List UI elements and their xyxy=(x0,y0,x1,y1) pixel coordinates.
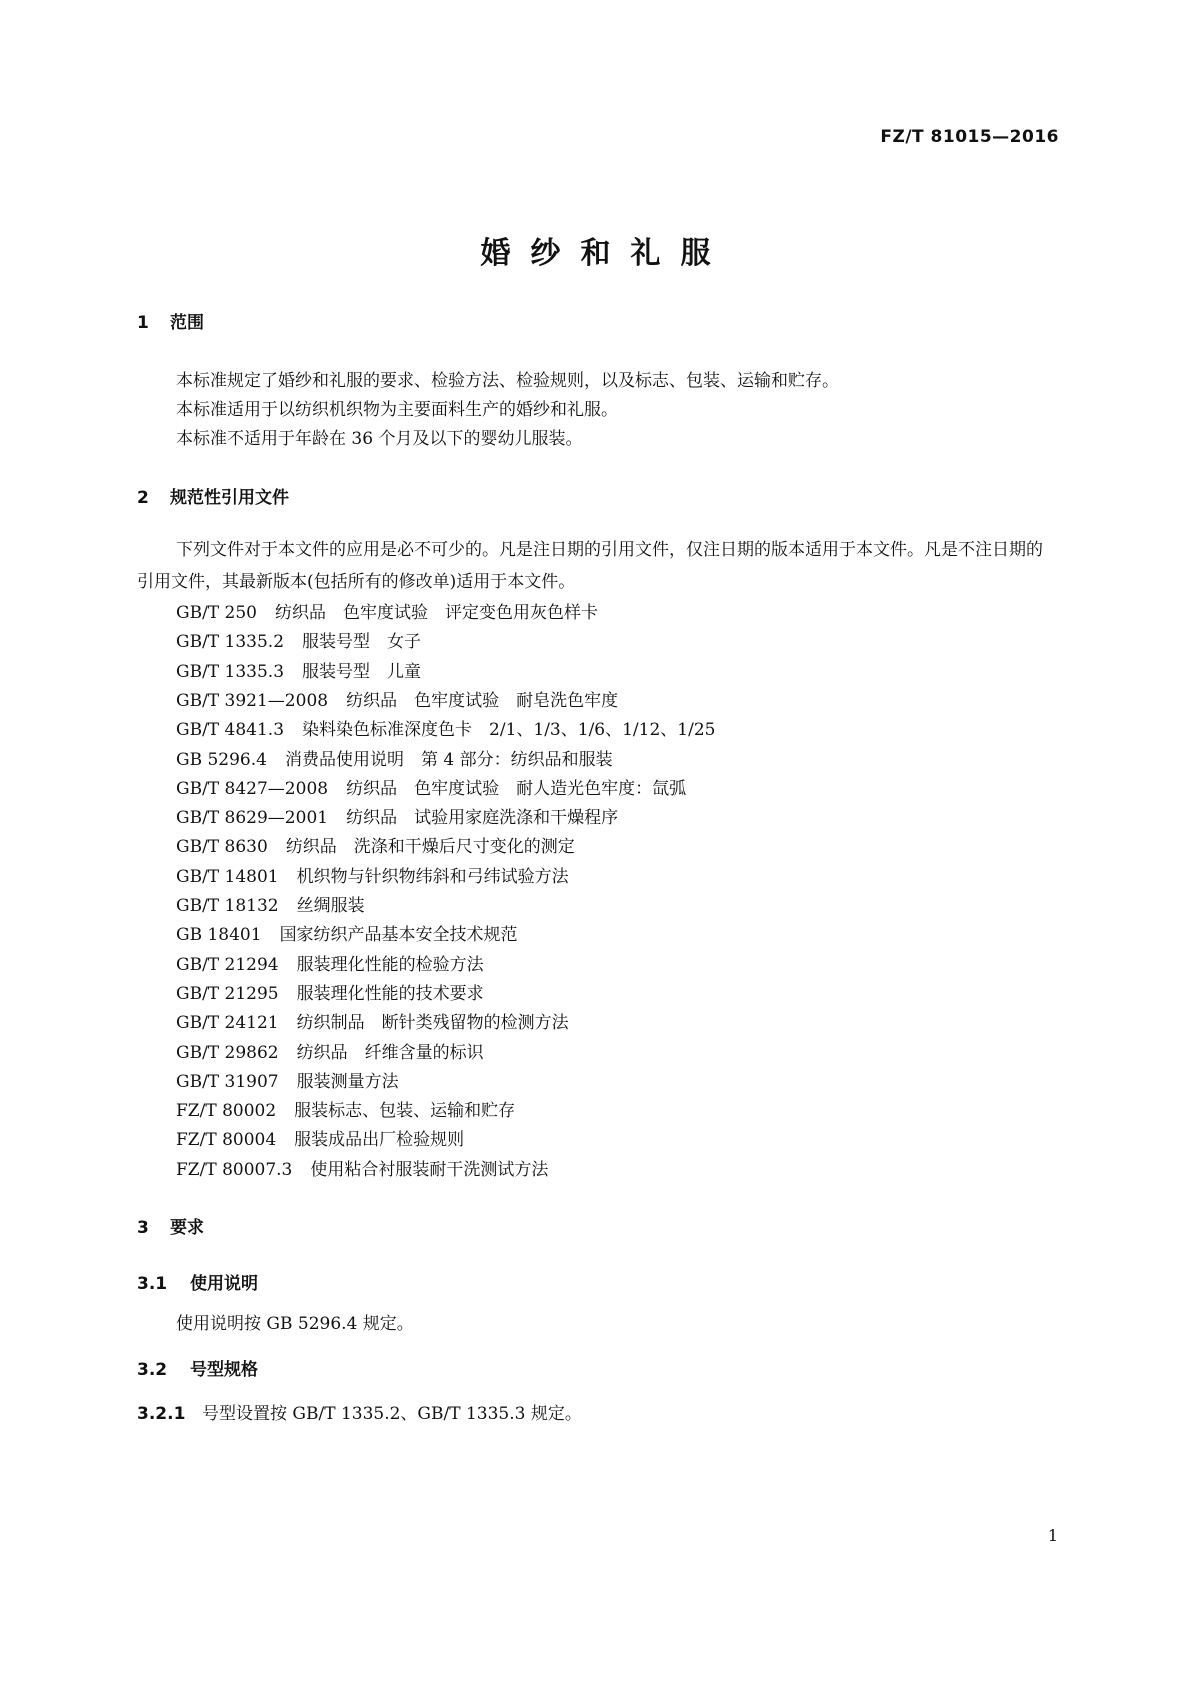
reference-item xyxy=(176,715,715,740)
reference-title: 服装测量方法 xyxy=(296,1072,399,1092)
reference-title: 服装理化性能的技术要求 xyxy=(296,984,484,1004)
reference-code: GB/T 31907 xyxy=(176,1072,279,1092)
reference-item xyxy=(176,979,484,1004)
reference-item xyxy=(176,1155,548,1180)
scope-paragraph-1: 本标准规定了婚纱和礼服的要求、检验方法、检验规则，以及标志、包装、运输和贮存。 xyxy=(176,371,839,391)
reference-title: 服装号型 女子 xyxy=(302,632,422,652)
reference-code: GB/T 4841.3 xyxy=(176,720,285,740)
reference-item xyxy=(176,1038,484,1063)
reference-code: GB/T 1335.3 xyxy=(176,662,285,682)
section-title: 范围 xyxy=(170,313,204,333)
reference-code: GB/T 24121 xyxy=(176,1013,279,1033)
reference-title: 纺织品 试验用家庭洗涤和干燥程序 xyxy=(346,808,619,828)
reference-item xyxy=(176,657,421,682)
section-number: 3.1 xyxy=(137,1274,168,1294)
reference-item xyxy=(176,627,421,652)
page-number: 1 xyxy=(1047,1526,1058,1545)
reference-code: GB/T 29862 xyxy=(176,1043,279,1063)
reference-title: 国家纺织产品基本安全技术规范 xyxy=(279,925,518,945)
section-title: 使用说明 xyxy=(190,1274,258,1294)
reference-title: 纺织品 色牢度试验 耐皂洗色牢度 xyxy=(346,691,619,711)
usage-instructions-text: 使用说明按 GB 5296.4 规定。 xyxy=(176,1314,414,1334)
reference-code: FZ/T 80007.3 xyxy=(176,1160,293,1180)
reference-code: GB/T 8427—2008 xyxy=(176,779,329,799)
reference-title: 纺织品 洗涤和干燥后尺寸变化的测定 xyxy=(285,837,575,857)
reference-item xyxy=(176,1008,569,1033)
section-number: 1 xyxy=(137,313,149,333)
reference-code: GB/T 8629—2001 xyxy=(176,808,329,828)
reference-item xyxy=(176,745,613,770)
reference-title: 纺织品 色牢度试验 耐人造光色牢度：氙弧 xyxy=(346,779,687,799)
references-intro: 下列文件对于本文件的应用是必不可少的。凡是注日期的引用文件，仅注日期的版本适用于本文件。凡是不注日期的引用文件，其最新版本(包括所有的修改单)适用于本文件。 xyxy=(137,540,1043,592)
section-number: 3.2.1 xyxy=(137,1404,186,1424)
section-2-heading xyxy=(137,483,289,508)
standard-number: FZ/T 81015—2016 xyxy=(880,127,1059,147)
reference-title: 纺织制品 断针类残留物的检测方法 xyxy=(296,1013,569,1033)
document-title: 婚纱和礼服 xyxy=(480,236,731,271)
section-title: 要求 xyxy=(170,1218,204,1238)
reference-item xyxy=(176,920,518,945)
reference-code: GB/T 3921—2008 xyxy=(176,691,329,711)
reference-title: 染料染色标准深度色卡 2/1、1/3、1/6、1/12、1/25 xyxy=(302,720,716,740)
reference-title: 服装成品出厂检验规则 xyxy=(294,1130,465,1150)
reference-item xyxy=(176,862,569,887)
reference-title: 服装理化性能的检验方法 xyxy=(296,955,484,975)
reference-item xyxy=(176,1067,399,1092)
section-number: 3.2 xyxy=(137,1360,168,1380)
reference-item xyxy=(176,891,365,916)
reference-item xyxy=(176,950,484,975)
reference-title: 纺织品 色牢度试验 评定变色用灰色样卡 xyxy=(275,603,598,623)
reference-code: FZ/T 80004 xyxy=(176,1130,277,1150)
section-1-heading xyxy=(137,308,204,333)
reference-title: 机织物与针织物纬斜和弓纬试验方法 xyxy=(296,867,569,887)
reference-title: 丝绸服装 xyxy=(296,896,365,916)
section-number: 3 xyxy=(137,1218,149,1238)
reference-item xyxy=(176,774,686,799)
section-3-2-heading xyxy=(137,1355,258,1380)
reference-item xyxy=(176,598,598,623)
section-number: 2 xyxy=(137,488,149,508)
reference-code: GB 5296.4 xyxy=(176,750,267,770)
reference-code: GB/T 14801 xyxy=(176,867,279,887)
reference-code: GB/T 250 xyxy=(176,603,257,623)
reference-item xyxy=(176,686,618,711)
reference-code: FZ/T 80002 xyxy=(176,1101,277,1121)
reference-code: GB/T 21295 xyxy=(176,984,279,1004)
section-title: 号型规格 xyxy=(190,1360,258,1380)
reference-item xyxy=(176,803,618,828)
reference-title: 服装标志、包装、运输和贮存 xyxy=(294,1101,516,1121)
reference-title: 消费品使用说明 第 4 部分：纺织品和服装 xyxy=(284,750,613,770)
scope-paragraph-3: 本标准不适用于年龄在 36 个月及以下的婴幼儿服装。 xyxy=(176,429,583,449)
section-3-2-1 xyxy=(137,1399,582,1424)
reference-code: GB/T 18132 xyxy=(176,896,279,916)
reference-item xyxy=(176,1096,515,1121)
reference-item xyxy=(176,1125,464,1150)
section-3-heading xyxy=(137,1213,204,1238)
reference-title: 纺织品 纤维含量的标识 xyxy=(296,1043,484,1063)
reference-title: 服装号型 儿童 xyxy=(302,662,422,682)
reference-code: GB/T 8630 xyxy=(176,837,268,857)
clause-text: 号型设置按 GB/T 1335.2、GB/T 1335.3 规定。 xyxy=(202,1404,582,1424)
reference-title: 使用粘合衬服装耐干洗测试方法 xyxy=(310,1160,549,1180)
reference-code: GB/T 1335.2 xyxy=(176,632,285,652)
reference-item xyxy=(176,832,575,857)
section-title: 规范性引用文件 xyxy=(170,488,289,508)
section-3-1-heading xyxy=(137,1269,258,1294)
reference-code: GB/T 21294 xyxy=(176,955,279,975)
reference-code: GB 18401 xyxy=(176,925,262,945)
scope-paragraph-2: 本标准适用于以纺织机织物为主要面料生产的婚纱和礼服。 xyxy=(176,400,618,420)
